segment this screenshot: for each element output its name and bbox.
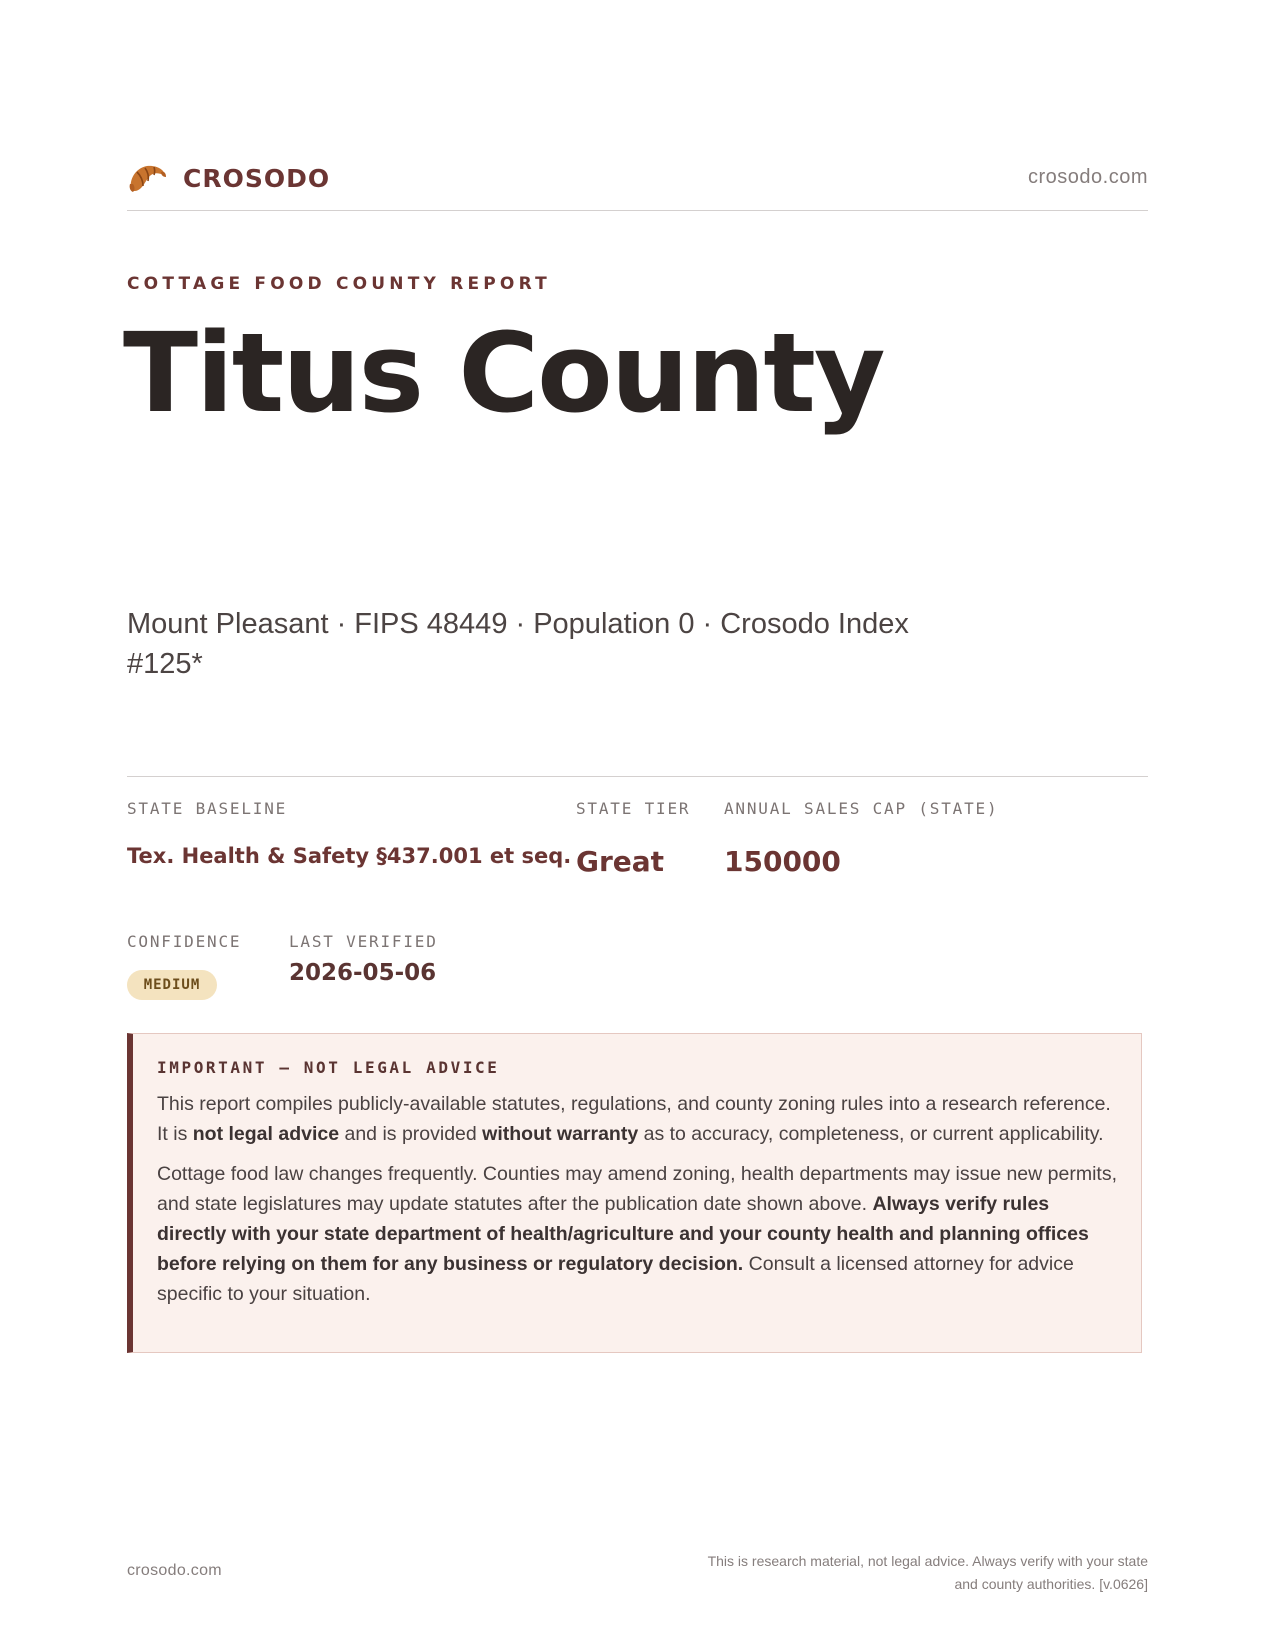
brand — [127, 160, 330, 196]
sales-cap-label: ANNUAL SALES CAP (STATE) — [724, 799, 999, 818]
section-divider — [127, 776, 1148, 777]
notice-text: Cottage food law changes frequently. Counties may amend zoning, health departments may issue new permits, and state legislatures may update statutes after the publication date shown above. — [157, 1163, 1117, 1215]
state-tier-label: STATE TIER — [576, 799, 691, 818]
report-eyebrow: COTTAGE FOOD COUNTY REPORT — [127, 274, 551, 294]
notice-text: as to accuracy, completeness, or current applicability. — [638, 1123, 1104, 1145]
notice-paragraph-1 — [157, 1089, 1117, 1149]
page-title: Titus County — [123, 309, 884, 437]
notice-heading: IMPORTANT — NOT LEGAL ADVICE — [157, 1058, 500, 1077]
notice-text: This report compiles publicly-available statutes, regulations, and county zoning rules into a research reference. It is — [157, 1093, 1111, 1145]
notice-paragraph-2 — [157, 1159, 1117, 1309]
page-header — [127, 158, 1148, 211]
footer-site-url[interactable]: crosodo.com — [127, 1562, 222, 1579]
footer-disclaimer-line-1: This is research material, not legal advice. Always verify with your state — [707, 1553, 1148, 1569]
state-baseline-label: STATE BASELINE — [127, 799, 288, 818]
confidence-badge: MEDIUM — [127, 970, 217, 1000]
last-verified-label: LAST VERIFIED — [289, 932, 438, 951]
footer-disclaimer — [628, 1550, 1148, 1596]
legal-notice — [127, 1033, 1142, 1353]
notice-emphasis: not legal advice — [192, 1123, 340, 1145]
notice-text: Consult a licensed attorney for advice specific to your situation. — [157, 1253, 1074, 1305]
state-tier-value: Great — [576, 845, 665, 878]
notice-text: and is provided — [339, 1123, 483, 1145]
last-verified-value: 2026-05-06 — [289, 960, 437, 986]
confidence-label: CONFIDENCE — [127, 932, 242, 951]
sales-cap-value: 150000 — [724, 845, 841, 878]
report-subtitle: Mount Pleasant · FIPS 48449 · Population 0 · Crosodo Index #125* — [127, 608, 909, 680]
report-page — [123, 0, 1148, 1650]
notice-emphasis: Always verify rules directly with your state department of health/agriculture and your county health and planning offices before relying on them for any business or regulatory decision. — [157, 1193, 1089, 1275]
brand-name: CROSODO — [183, 163, 331, 193]
footer-disclaimer-line-2: and county authorities. [v.0626] — [954, 1576, 1148, 1592]
notice-emphasis: without warranty — [482, 1123, 639, 1145]
state-baseline-value: Tex. Health & Safety §437.001 et seq. — [127, 844, 572, 868]
croissant-icon — [127, 160, 167, 196]
header-site-url[interactable]: crosodo.com — [1028, 166, 1148, 188]
